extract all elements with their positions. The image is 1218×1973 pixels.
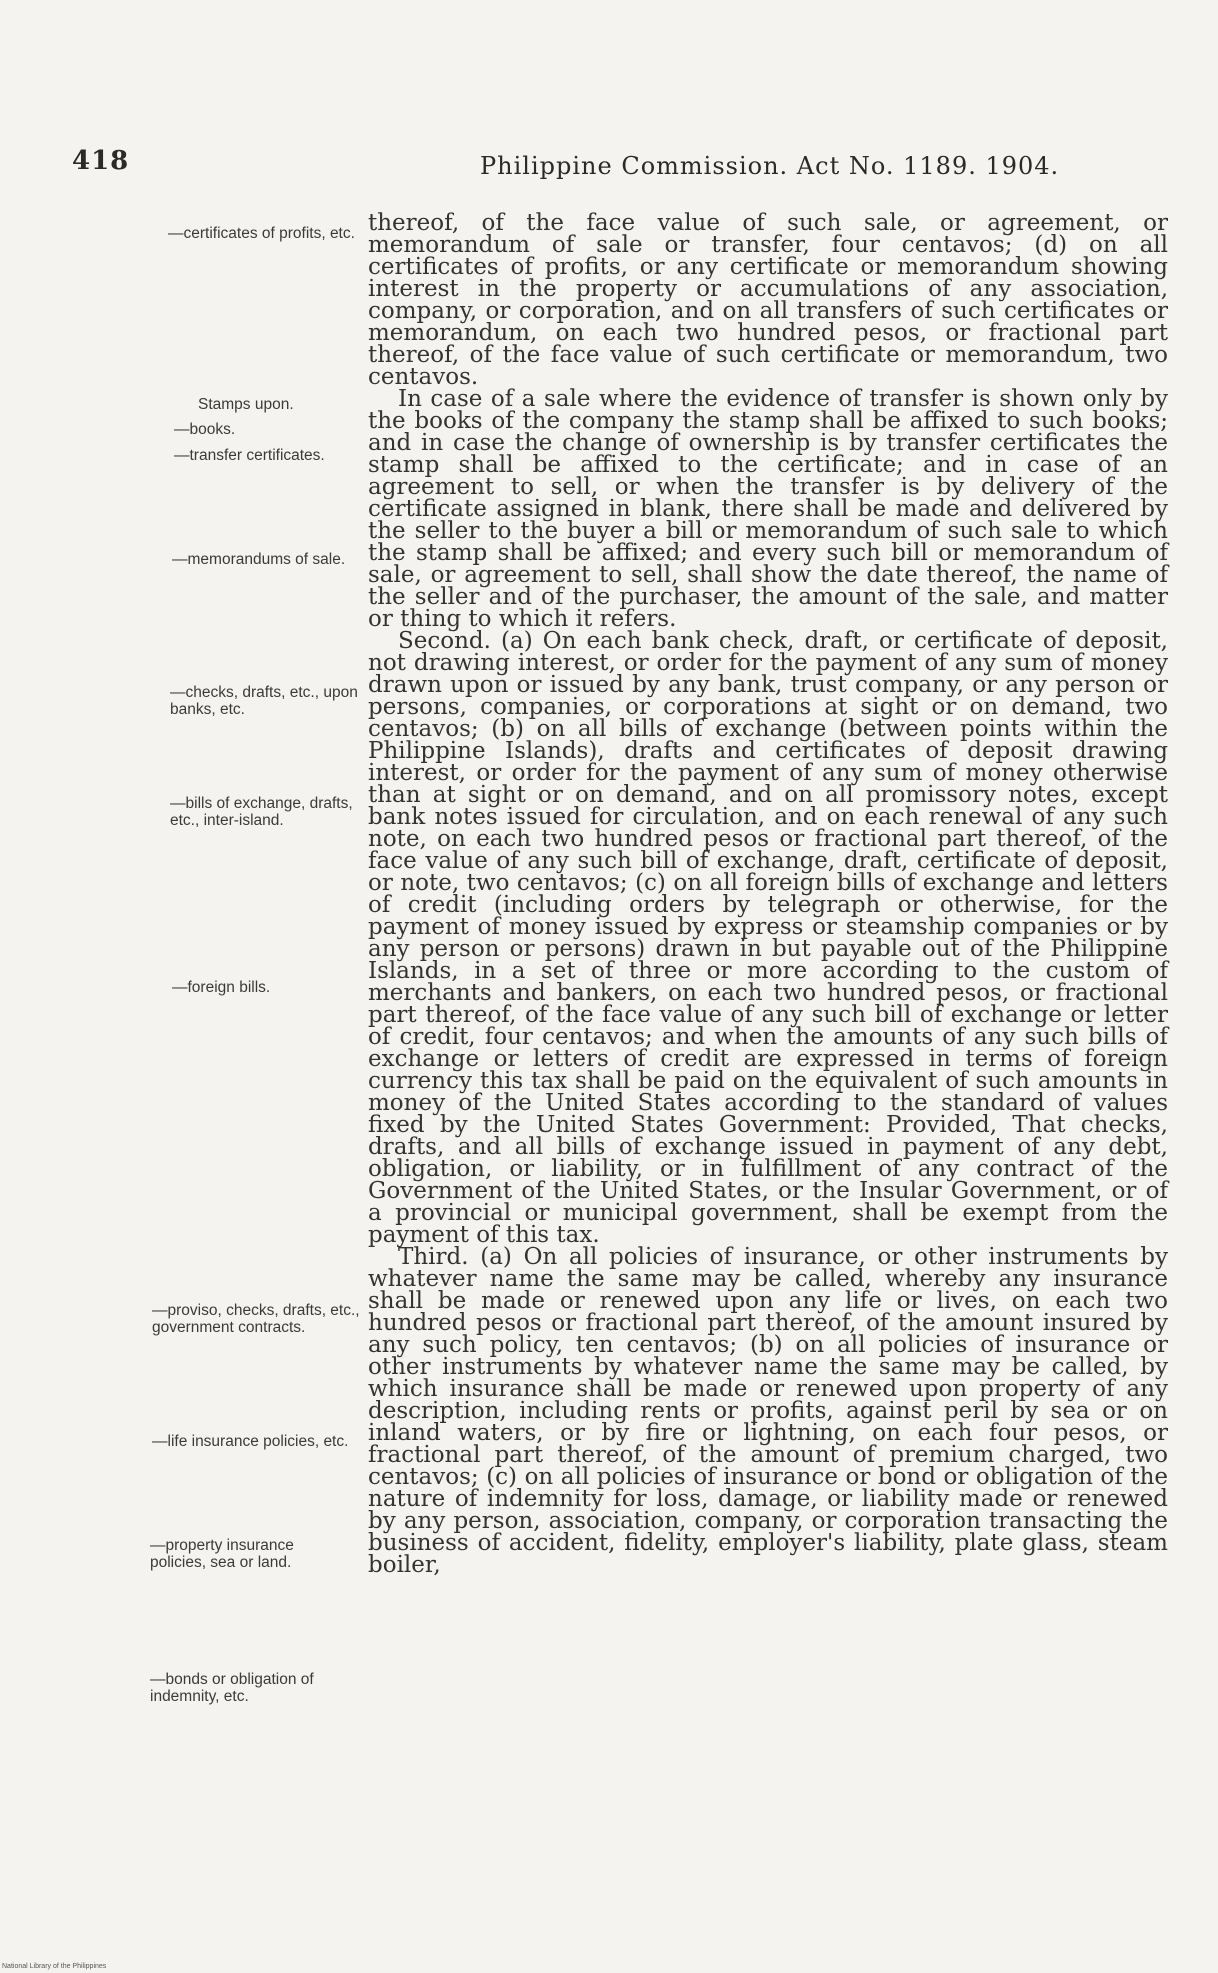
margin-note-books: —books. [174,421,236,438]
margin-note-foreign-bills: —foreign bills. [172,979,271,996]
margin-note-certificates-of-profits: —certificates of profits, etc. [168,225,355,242]
paragraph-3: Second. (a) On each bank check, draft, or certificate of deposit, not drawing interest, or order for the payment of any sum of money drawn upon or issued by any bank, trust company, or any person or persons, companies, or corporations at sight or on demand, two centavos; (b) on all bills of exchange (between points within the Philippine Islands), drafts and certificates of deposit drawing interest, or order for the payment of any sum of money otherwise than at sight or on demand, and on all promissory notes, except bank notes issued for circulation, and on each renewal of any such note, on each two hundred pesos or fractional part thereof, of the face value of any such bill of exchange, draft, certificate of deposit, or note, two centavos; (c) on all foreign bills of exchange and letters of credit (including orders by telegraph or otherwise, for the payment of money issued by express or steamship companies or by any person or persons) drawn in but payable out of the Philippine Islands, in a set of three or more according to the custom of merchants and bankers, on each two hundred pesos, or fractional part thereof, of the face value of any such bill of exchange or letter of credit, four centavos; and when the amounts of any such bills of exchange or letters of credit are expressed in terms of foreign currency this tax shall be paid on the equivalent of such amounts in money of the United States according to the standard of values fixed by the United States Government: Provided, That checks, drafts, and all bills of exchange issued in payment of any debt, obligation, or liability, or in fulfillment of any contract of the Government of the United States, or the Insular Government, or of a provincial or municipal government, shall be exempt from the payment of this tax. [368,628,1168,1248]
paragraph-4: Third. (a) On all policies of insurance, or other instruments by whatever name the same may be called, whereby any insurance shall be made or renewed upon any life or lives, on each two hundred pesos or fractional part thereof, of the amount insured by any such policy, ten centavos; (b) on all policies of insurance or other instruments by whatever name the same may be called, by which insurance shall be made or renewed upon property of any description, including rents or profits, against peril by sea or on inland waters, or by fire or lightning, on each four pesos, or fractional part thereof, of the amount of premium charged, two centavos; (c) on all policies of insurance or bond or obligation of the nature of indemnity for loss, damage, or liability made or renewed by any person, association, company, or corporation transacting the business of accident, fidelity, employer's liability, plate glass, steam boiler, [368,1244,1168,1578]
margin-note-stamps-upon: Stamps upon. [198,396,294,413]
body-text [368,212,1168,1576]
margin-note-bonds-of-indemnity: —bonds or obligation of indemnity, etc. [150,1671,314,1705]
margin-note-checks-drafts-banks: —checks, drafts, etc., upon banks, etc. [170,684,358,718]
margin-note-memorandums-of-sale: —memorandums of sale. [172,551,346,568]
running-head: Philippine Commission. Act No. 1189. 1904. [480,152,1060,180]
footer-credit: National Library of the Philippines [2,1963,107,1970]
margin-note-transfer-certificates: —transfer certificates. [174,447,325,464]
margin-note-bills-of-exchange-interisland: —bills of exchange, drafts, etc., inter-island. [170,795,353,829]
paragraph-1: thereof, of the face value of such sale, or agreement, or memorandum of sale or transfer, four centavos; (d) on all certificates of profits, or any certificate or memorandum showing interest in the property or accumulations of any association, company, or corporation, and on all transfers of such certificates or memorandum, on each two hundred pesos, or fractional part thereof, of the face value of such certificate or memorandum, two centavos. [368,210,1168,390]
margin-note-property-insurance-policies: —property insurance policies, sea or land. [150,1537,294,1571]
page-number: 418 [72,146,130,176]
margin-note-proviso-government-contracts: —proviso, checks, drafts, etc., government contracts. [152,1302,360,1336]
margin-note-life-insurance-policies: —life insurance policies, etc. [152,1433,349,1450]
paragraph-2: In case of a sale where the evidence of transfer is shown only by the books of the company the stamp shall be affixed to such books; and in case the change of ownership is by transfer certificates the stamp shall be affixed to the certificate; and in case of an agreement to sell, or when the transfer is by delivery of the certificate assigned in blank, there shall be made and delivered by the seller to the buyer a bill or memorandum of such sale to which the stamp shall be affixed; and every such bill or memorandum of sale, or agreement to sell, shall show the date thereof, the name of the seller and of the purchaser, the amount of the sale, and matter or thing to which it refers. [368,386,1168,632]
